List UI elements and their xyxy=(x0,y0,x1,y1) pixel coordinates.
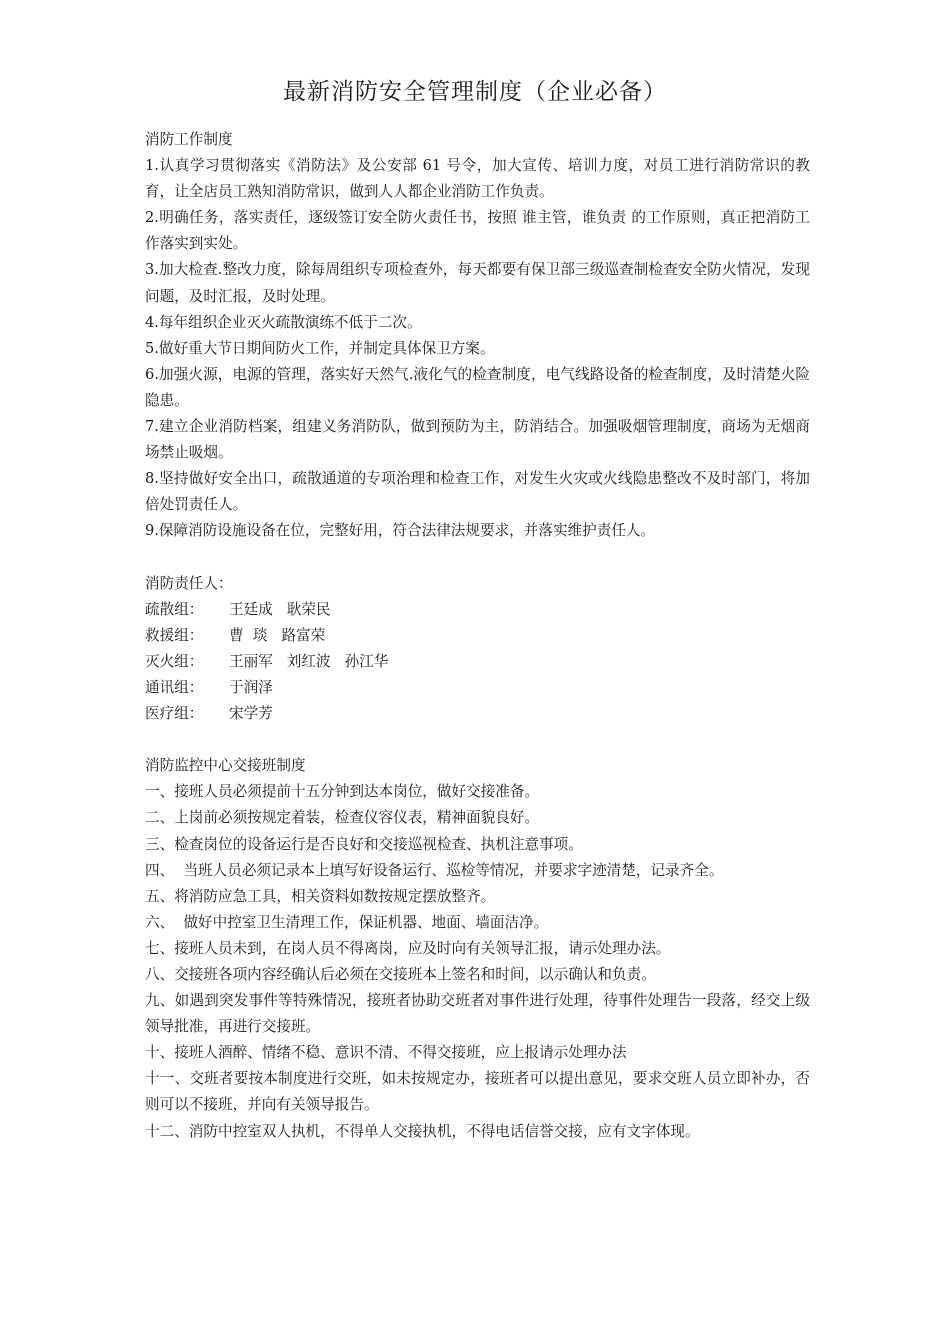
team-label: 疏散组： xyxy=(145,600,204,618)
team-row-evacuation xyxy=(145,597,810,623)
fire-rule-item: 3.加大检查.整改力度，除每周组织专项检查外，每天都要有保卫部三级巡查制检查安全防火情况，发现问题，及时汇报，及时处理。 xyxy=(145,261,810,305)
handover-item: 四、 当班人员必须记录本上填写好设备运行、巡检等情况，并要求字迹清楚，记录齐全。 xyxy=(145,861,724,879)
team-row-rescue xyxy=(145,623,810,649)
fire-rule-item: 1.认真学习贯彻落实《消防法》及公安部 61 号令，加大宣传、培训力度，对员工进行消防常识的教育，让全店员工熟知消防常识，做到人人都企业消防工作负责。 xyxy=(145,157,810,201)
section-spacer xyxy=(145,727,810,753)
team-member: 宋学芳 xyxy=(229,705,273,723)
handover-item: 二、上岗前必须按规定着装，检查仪容仪表，精神面貌良好。 xyxy=(145,809,540,827)
team-member: 刘红波 xyxy=(286,652,331,670)
team-member: 王廷成 xyxy=(229,600,273,618)
fire-rule-item: 6.加强火源，电源的管理，落实好天然气.液化气的检查制度，电气线路设备的检查制度，及时清楚火险隐患。 xyxy=(145,365,810,409)
fire-rule-item: 5.做好重大节日期间防火工作，并制定具体保卫方案。 xyxy=(145,339,495,357)
team-member: 王丽军 xyxy=(229,652,273,670)
fire-rules-heading: 消防工作制度 xyxy=(145,131,233,148)
team-member: 路富荣 xyxy=(281,626,326,644)
handover-item: 三、检查岗位的设备运行是否良好和交接巡视检查、执机注意事项。 xyxy=(145,835,583,853)
team-row-medical xyxy=(145,701,810,727)
section-spacer xyxy=(145,545,810,571)
team-label: 救援组： xyxy=(145,626,204,644)
fire-rule-item: 7.建立企业消防档案，组建义务消防队，做到预防为主，防消结合。加强吸烟管理制度，商场为无烟商场禁止吸烟。 xyxy=(145,418,810,462)
handover-item: 十一、交班者要按本制度进行交班，如未按规定办，接班者可以提出意见，要求交班人员立即补办，否则可以不接班，并向有关领导报告。 xyxy=(145,1070,810,1114)
fire-rule-item: 4.每年组织企业灭火疏散演练不低于二次。 xyxy=(145,313,422,331)
team-member: 曹 琰 xyxy=(229,626,268,644)
handover-item: 五、将消防应急工具，相关资料如数按规定摆放整齐。 xyxy=(145,887,496,905)
handover-item: 八、交接班各项内容经确认后必须在交接班本上签名和时间，以示确认和负责。 xyxy=(145,966,656,983)
fire-rule-item: 9.保障消防设施设备在位，完整好用，符合法律法规要求，并落实维护责任人。 xyxy=(145,522,656,540)
team-label: 医疗组： xyxy=(145,705,204,723)
handover-item: 一、接班人员必须提前十五分钟到达本岗位，做好交接准备。 xyxy=(145,783,540,801)
document-body xyxy=(145,127,810,1145)
team-row-communication xyxy=(145,675,810,701)
handover-item: 十、接班人酒醉、情绪不稳、意识不清、不得交接班，应上报请示处理办法 xyxy=(145,1044,627,1062)
fire-rule-item: 8.坚持做好安全出口，疏散通道的专项治理和检查工作，对发生火灾或火线隐患整改不及时部门，将加倍处罚责任人。 xyxy=(145,470,810,514)
responsible-heading: 消防责任人： xyxy=(145,574,233,592)
team-label: 灭火组： xyxy=(145,652,204,670)
handover-item: 六、 做好中控室卫生清理工作，保证机器、地面、墙面洁净。 xyxy=(145,913,549,931)
team-row-firefighting xyxy=(145,649,810,675)
team-member: 于润泽 xyxy=(229,678,273,696)
fire-rule-item: 2.明确任务，落实责任，逐级签订安全防火责任书，按照 谁主管，谁负责 的工作原则，真正把消防工作落实到实处。 xyxy=(145,209,810,253)
team-label: 通讯组： xyxy=(145,678,204,696)
team-member: 耿荣民 xyxy=(286,600,331,618)
handover-item: 七、接班人员未到，在岗人员不得离岗，应及时向有关领导汇报，请示处理办法。 xyxy=(145,939,671,957)
handover-item: 十二、消防中控室双人执机，不得单人交接执机，不得电话信誉交接，应有文字体现。 xyxy=(145,1122,700,1140)
team-member: 孙江华 xyxy=(344,652,389,670)
handover-item: 九、如遇到突发事件等特殊情况，接班者协助交班者对事件进行处理，待事件处理告一段落，经交上级领导批准，再进行交接班。 xyxy=(145,992,810,1036)
handover-heading: 消防监控中心交接班制度 xyxy=(145,757,306,775)
document-title: 最新消防安全管理制度（企业必备） xyxy=(283,79,667,105)
